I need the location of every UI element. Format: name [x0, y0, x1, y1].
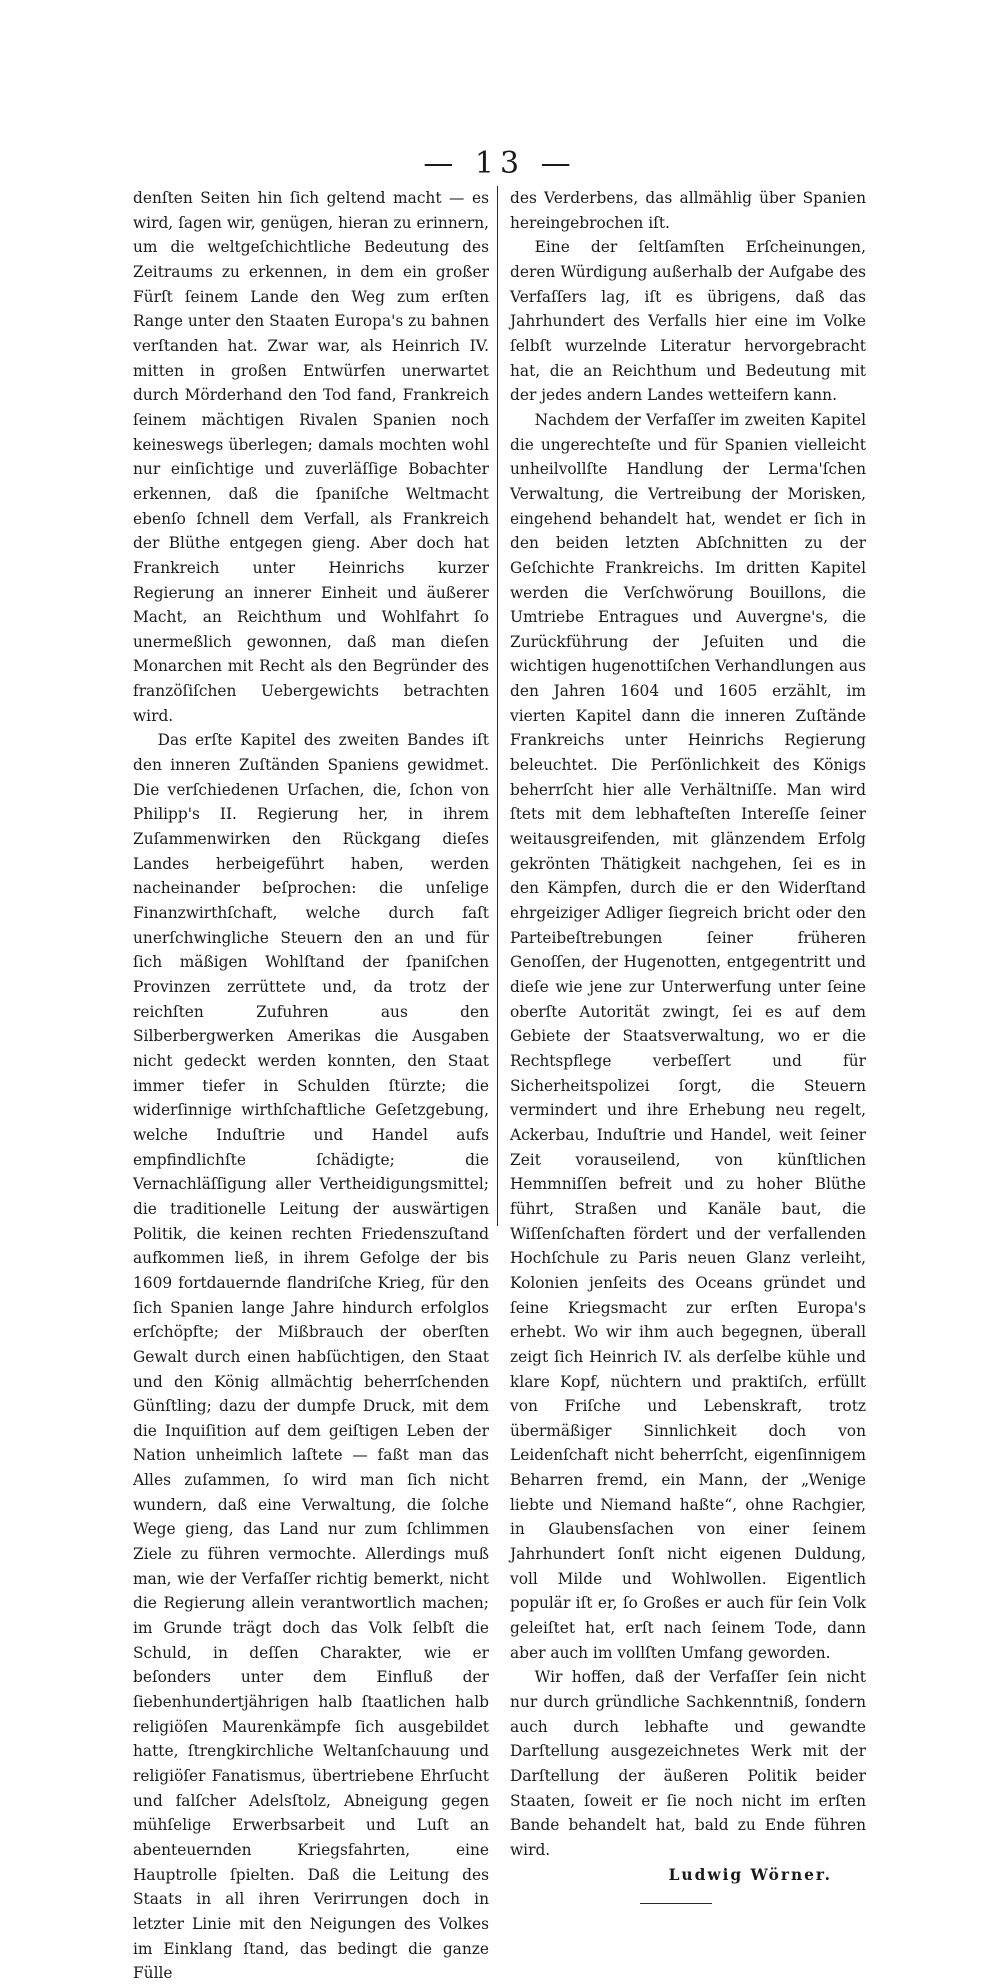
paragraph-left-2: Das erſte Kapitel des zweiten Bandes iſt den inneren Zuſtänden Spaniens gewidmet. Die verſchiedenen Urſachen, die, ſchon von Philipp's II. Regierung her, in ihrem Zuſammenwirken den Rückgang dieſes Landes herbeigeführt haben, werden nacheinander beſprochen: die unſelige Finanzwirthſchaft, welche durch faſt unerſchwingliche Steuern den an und für ſich mäßigen Wohlſtand der ſpaniſchen Provinzen zerrüttete und, da trotz der reichſten Zufuhren aus den Silberbergwerken Amerikas die Ausgaben nicht gedeckt werden konnten, den Staat immer tiefer in Schulden ſtürzte; die widerſinnige wirthſchaftliche Geſetzgebung, welche Induſtrie und Handel aufs empfindlichſte ſchädigte; die Vernachläſſigung aller Vertheidigungsmittel; die traditionelle Leitung der auswärtigen Politik, die keinen rechten Friedenszuſtand aufkommen ließ, in ihrem Gefolge der bis 1609 fortdauernde flandriſche Krieg, für den ſich Spanien lange Jahre hindurch erfolglos erſchöpfte; der Mißbrauch der oberſten Gewalt durch einen habſüchtigen, den Staat und den König allmächtig beherrſchenden Günſtling; dazu der dumpfe Druck, mit dem die Inquiſition auf dem geiſtigen Leben der Nation unheimlich laſtete — faßt man das Alles zuſammen, ſo wird man ſich nicht wundern, daß eine Verwaltung, die ſolche Wege gieng, das Land nur zum ſchlimmen Ziele zu führen vermochte. Allerdings muß man, wie der Verfaſſer richtig bemerkt, nicht die Regierung allein verantwortlich machen; im Grunde trägt doch das Volk ſelbſt die Schuld, in deſſen Charakter, wie er beſonders unter dem Einfluß der ſiebenhundertjährigen halb ſtaatlichen halb religiöſen Maurenkämpfe ſich ausgebildet hatte, ſtrengkirchliche Weltanſchauung und religiöſer Fanatismus, übertriebene Ehrſucht und falſcher Adelsſtolz, Abneigung gegen mühſelige Erwerbsarbeit und Luſt an abenteuernden Kriegsfahrten, eine Hauptrolle ſpielten. Daß die Leitung des Staats in all ihren Verirrungen doch in letzter Linie mit den Neigungen des Volkes im Einklang ſtand, das bedingt die ganze Fülle: [133, 731, 489, 1983]
column-divider: [497, 186, 498, 1226]
paragraph-left-1: denſten Seiten hin ſich geltend macht — es wird, ſagen wir, genügen, hieran zu erinnern, um die weltgeſchichtliche Bedeutung des Zeitraums zu erkennen, in dem ein großer Fürſt ſeinem Lande den Weg zum erſten Range unter den Staaten Europa's zu bahnen verſtanden hat. Zwar war, als Heinrich IV. mitten in großen Entwürfen unerwartet durch Mörderhand den Tod fand, Frankreich ſeinem mächtigen Rivalen Spanien noch keineswegs überlegen; damals mochten wohl nur einſichtige und zuverläſſige Bobachter erkennen, daß die ſpaniſche Weltmacht ebenſo ſchnell dem Verfall, als Frankreich der Blüthe entgegen gieng. Aber doch hat Frankreich unter Heinrichs kurzer Regierung an innerer Einheit und äußerer Macht, an Reichthum und Wohlfahrt ſo unermeßlich gewonnen, daß man dieſen Monarchen mit Recht als den Begründer des franzöſiſchen Uebergewichts betrachten wird.: [133, 189, 489, 725]
paragraph-right-4: Wir hoffen, daß der Verfaſſer ſein nicht nur durch gründliche Sachkenntniß, ſondern auch durch lebhafte und gewandte Darſtellung ausgezeichnetes Werk mit der Darſtellung der äußeren Politik beider Staaten, ſoweit er ſie noch nicht im erſten Bande behandelt hat, bald zu Ende führen wird.: [510, 1668, 866, 1859]
paragraph-right-2: Eine der ſeltſamſten Erſcheinungen, deren Würdigung außerhalb der Aufgabe des Verfaſſers lag, iſt es übrigens, daß das Jahrhundert des Verfalls hier eine im Volke ſelbſt wurzelnde Literatur hervorgebracht hat, die an Reichthum und Bedeutung mit der jedes andern Landes wetteifern kann.: [510, 238, 866, 405]
author-signature: Ludwig Wörner.: [668, 1865, 832, 1884]
end-rule: [640, 1903, 712, 1904]
paragraph-right-3: Nachdem der Verfaſſer im zweiten Kapitel die ungerechteſte und für Spanien vielleicht unheilvollſte Handlung der Lerma'ſchen Verwaltung, die Vertreibung der Morisken, eingehend behandelt hat, wendet er ſich in den beiden letzten Abſchnitten zu der Geſchichte Frankreichs. Im dritten Kapitel werden die Verſchwörung Bouillons, die Umtriebe Entragues und Auvergne's, die Zurückführung der Jeſuiten und die wichtigen hugenottiſchen Verhandlungen aus den Jahren 1604 und 1605 erzählt, im vierten Kapitel dann die inneren Zuſtände Frankreichs unter Heinrichs Regierung beleuchtet. Die Perſönlichkeit des Königs beherrſcht hier alle Verhältniſſe. Man wird ſtets mit dem lebhafteſten Intereſſe ſeiner weitausgreifenden, mit glänzendem Erfolg gekrönten Thätigkeit nachgehen, ſei es in den Kämpfen, durch die er den Widerſtand ehrgeiziger Adliger ſiegreich bricht oder den Parteibeſtrebungen ſeiner früheren Genoſſen, der Hugenotten, entgegentritt und dieſe wie jene zur Unterwerfung unter ſeine oberſte Autorität zwingt, ſei es auf dem Gebiete der Staatsverwaltung, wo er die Rechtspflege verbeſſert und für Sicherheitspolizei ſorgt, die Steuern vermindert und ihre Erhebung neu regelt, Ackerbau, Induſtrie und Handel, weit ſeiner Zeit vorauseilend, von künſtlichen Hemmniſſen befreit und zu hoher Blüthe führt, Straßen und Kanäle baut, die Wiſſenſchaften fördert und der verfallenden Hochſchule zu Paris neuen Glanz verleiht, Kolonien jenſeits des Oceans gründet und ſeine Kriegsmacht zur erſten Europa's erhebt. Wo wir ihm auch begegnen, überall zeigt ſich Heinrich IV. als derſelbe kühle und klare Kopf, nüchtern und praktiſch, erfüllt von Friſche und Lebenskraft, trotz übermäßiger Sinnlichkeit doch von Leidenſchaft nicht beherrſcht, eigenſinnigem Beharren fremd, ein Mann, der „Wenige liebte und Niemand haßte“, ohne Rachgier, in Glaubensſachen von einer ſeinem Jahrhundert ſonſt nicht eigenen Duldung, voll Milde und Wohlwollen. Eigentlich populär iſt er, ſo Großes er auch für ſein Volk geleiſtet hat, erſt nach ſeinem Tode, dann aber auch im vollſten Umfang geworden.: [510, 410, 866, 1662]
paragraph-right-1: des Verderbens, das allmählig über Spanien hereingebrochen iſt.: [510, 189, 866, 232]
page-number: — 13 —: [423, 146, 577, 181]
left-column: [133, 186, 489, 1986]
right-column: [510, 186, 866, 1904]
